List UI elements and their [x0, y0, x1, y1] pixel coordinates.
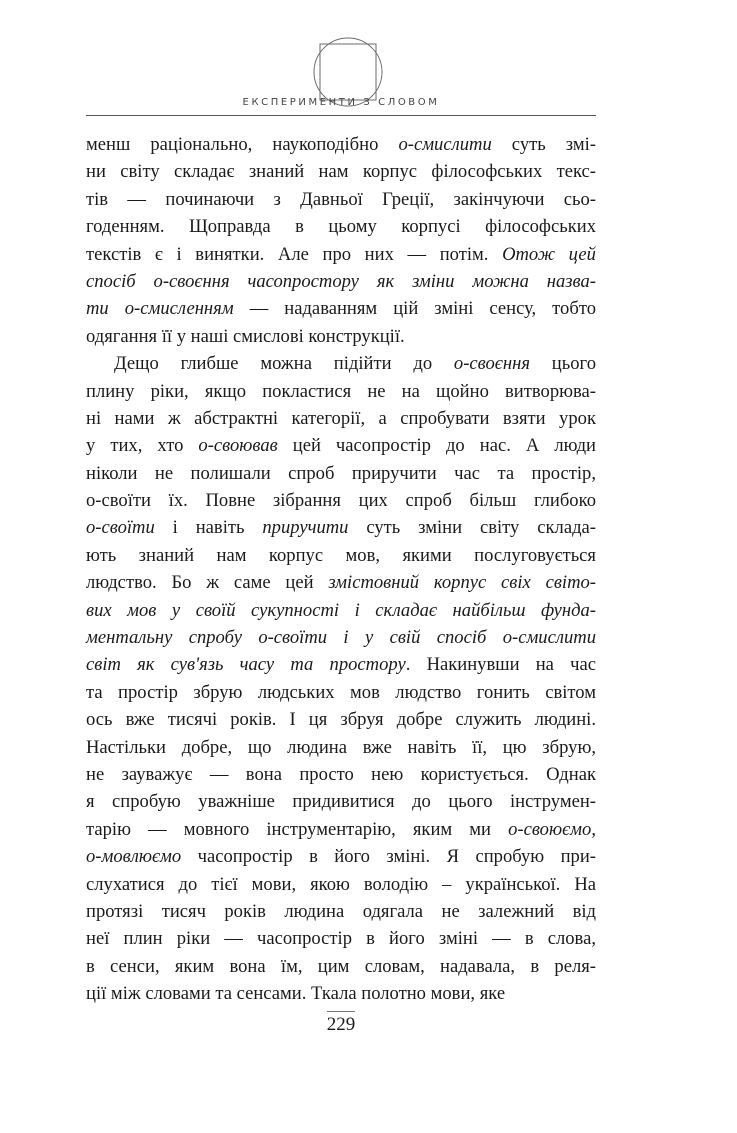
- text-line: о-своїти їх. Повне зібрання цих спроб більш глибоко: [86, 490, 596, 512]
- text-line: вих мов у своїй сукупності і складає найбільш фунда-: [86, 599, 596, 621]
- text-line: менш раціонально, наукоподібно о-смислити суть змі-: [86, 134, 596, 155]
- text-line: Настільки добре, що людина вже навіть її, цю збрую,: [86, 736, 596, 758]
- text-line: слухатися до тієї мови, якою володію – української. На: [86, 873, 596, 895]
- header-rule: [86, 115, 596, 116]
- text-line: ни світу складає знаний нам корпус філософських текс-: [86, 161, 596, 183]
- text-line: ти о-смисленням — надаванням цій зміні сенсу, тобто: [86, 298, 596, 320]
- page-number: [86, 1014, 596, 1036]
- text-line: тів — починаючи з Давньої Греції, закінчуючи сьо-: [86, 188, 596, 210]
- text-line: світ як сув'язь часу та простору. Накинувши на час: [86, 654, 596, 676]
- running-head: ЕКСПЕРИМЕНТИ З СЛОВОМ: [242, 97, 440, 108]
- text-line: тарію — мовного інструментарію, яким ми о-своюємо,: [86, 818, 596, 840]
- text-line: ментальну спробу о-своїти і у свій спосіб о-смислити: [86, 627, 596, 649]
- text-line: в сенси, яким вона їм, цим словам, надавала, в реля-: [86, 955, 596, 977]
- text-line: спосіб о-своєння часопростору як зміни можна назва-: [86, 270, 596, 292]
- body-text: [86, 131, 596, 1008]
- text-line: текстів є і винятки. Але про них — потім. Отож цей: [86, 243, 596, 265]
- text-line: Дещо глибше можна підійти до о-своєння цього: [114, 353, 596, 375]
- text-line: о-своїти і навіть приручити суть зміни світу склада-: [86, 517, 596, 539]
- text-line: годенням. Щоправда в цьому корпусі філософських: [86, 216, 596, 238]
- text-line: ції між словами та сенсами. Ткала полотно мови, яке: [86, 983, 506, 1005]
- text-line: одягання її у наші смислові конструкції.: [86, 325, 405, 347]
- text-line: ось вже тисячі років. І ця збруя добре служить людині.: [86, 709, 596, 731]
- text-line: ють знаний нам корпус мов, якими послуговується: [86, 544, 596, 566]
- text-line: ніколи не полишали спроб приручити час та простір,: [86, 462, 596, 484]
- text-line: не зауважує — вона просто нею користується. Однак: [86, 763, 596, 785]
- text-line: у тих, хто о-своював цей часопростір до нас. А люди: [86, 435, 596, 457]
- text-line: неї плин ріки — часопростір в його зміні — в слова,: [86, 928, 596, 950]
- text-line: я спробую уважніше придивитися до цього інструмен-: [86, 791, 596, 813]
- text-line: людство. Бо ж саме цей змістовний корпус свіх світо-: [86, 572, 596, 594]
- page-number-value: 229: [327, 1011, 356, 1035]
- text-line: о-мовлюємо часопростір в його зміні. Я спробую при-: [86, 846, 596, 868]
- text-line: ні нами ж абстрактні категорії, а спробувати взяти урок: [86, 407, 596, 429]
- text-line: протязі тисяч років людина одягала не залежний від: [86, 900, 596, 922]
- text-line: та простір збрую людських мов людство гонить світом: [86, 681, 596, 703]
- text-line: плину ріки, якщо покластися не на щойно витворюва-: [86, 380, 596, 402]
